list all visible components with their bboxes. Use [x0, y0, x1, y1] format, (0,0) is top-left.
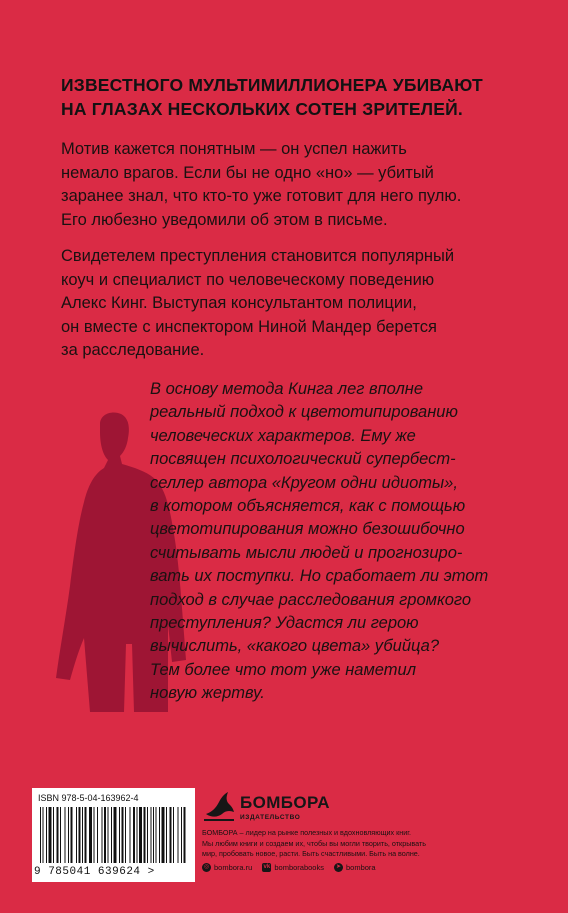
paragraph-line: коуч и специалист по человеческому поведению — [61, 270, 435, 289]
publisher-name: БОМБОРА — [240, 793, 330, 812]
barcode-bar — [139, 807, 142, 863]
italic-line: Тем более что тот уже наметил — [150, 660, 417, 679]
publisher-tagline — [202, 828, 542, 860]
paragraph-witness — [61, 245, 531, 363]
italic-line: реальный подход к цветотипированию — [150, 403, 458, 422]
barcode-bar — [147, 807, 148, 863]
paragraph-line: он вместе с инспектором Ниной Мандер берется — [61, 317, 437, 336]
italic-line: считывать мысли людей и прогнозиро- — [150, 543, 463, 562]
telegram-icon: ➤ — [335, 863, 341, 870]
barcode-bar — [111, 807, 112, 863]
italic-line: селлер автора «Кругом одни идиоты», — [150, 473, 458, 492]
barcode-bar — [40, 807, 41, 863]
barcode-panel — [32, 788, 195, 882]
italic-line: новую жертву. — [150, 684, 265, 703]
barcode-bar — [85, 807, 87, 863]
italic-line: в котором объясняется, как с помощью — [150, 497, 466, 516]
barcode-bar — [53, 807, 54, 863]
social-link-telegram[interactable] — [334, 863, 376, 872]
barcode-bar — [108, 807, 109, 863]
barcode-bar — [170, 807, 172, 863]
italic-line: В основу метода Кинга лег вполне — [150, 380, 424, 398]
italic-line: преступления? Удастся ли герою — [150, 614, 419, 633]
barcode-bar — [156, 807, 157, 863]
barcode-bar — [94, 807, 95, 863]
barcode-digits: 9 785041 639624 > — [34, 866, 155, 878]
paragraph-motive — [61, 138, 531, 232]
headline-line: НА ГЛАЗАХ НЕСКОЛЬКИХ СОТЕН ЗРИТЕЛЕЙ. — [61, 99, 463, 119]
italic-line: цветотипирования можно безошибочно — [150, 520, 465, 539]
headline — [61, 73, 531, 121]
barcode-bar — [97, 807, 98, 863]
barcode-bar — [184, 807, 186, 863]
paragraph-line: немало врагов. Если бы не одно «но» — убитый — [61, 163, 434, 182]
barcode-bar — [60, 807, 61, 863]
paragraph-line: Его любезно уведомили об этом в письме. — [61, 210, 388, 229]
paragraph-line: Мотив кажется понятным — он успел нажить — [61, 140, 407, 158]
barcode-bar — [162, 807, 165, 863]
barcode-bar — [173, 807, 174, 863]
barcode-bar — [89, 807, 92, 863]
italic-line: посвящен психологический супербест- — [150, 450, 456, 469]
paragraph-line: Алекс Кинг. Выступая консультантом полиции, — [61, 294, 417, 312]
barcode-bar — [114, 807, 117, 863]
paragraph-line: заранее знал, что кто-то уже готовит для него пулю. — [61, 187, 462, 205]
bombora-logo-icon — [202, 788, 236, 822]
social-link-site[interactable] — [202, 863, 252, 872]
barcode-bar — [57, 807, 59, 863]
social-label: bombora — [345, 862, 376, 872]
headline-line: ИЗВЕСТНОГО МУЛЬТИМИЛЛИОНЕРА УБИВАЮТ — [61, 75, 483, 95]
barcode-bar — [82, 807, 83, 863]
italic-line: вычислить, «какого цвета» убийца? — [150, 637, 440, 656]
social-link-vk[interactable] — [262, 863, 324, 872]
barcode-bar — [46, 807, 47, 863]
barcode-bar — [151, 807, 152, 863]
barcode-bar — [119, 807, 120, 863]
barcode-bar — [133, 807, 135, 863]
tagline-line: БОМБОРА – лидер на рынке полезных и вдохновляющих книг. — [202, 828, 411, 837]
social-links — [202, 860, 386, 874]
barcode-bar — [102, 807, 103, 863]
barcode-bar — [130, 807, 131, 863]
tagline-line: Мы любим книги и создаем их, чтобы вы могли творить, открывать — [202, 838, 426, 848]
barcode-bar — [76, 807, 77, 863]
barcode-bar — [166, 807, 167, 863]
barcode-bar — [125, 807, 126, 863]
italic-line: подход в случае расследования громкого — [150, 590, 472, 609]
barcode-bar — [68, 807, 69, 863]
barcode-bar — [178, 807, 179, 863]
barcode-bar — [104, 807, 106, 863]
instagram-icon: ◎ — [203, 863, 210, 870]
publisher-subtitle: ИЗДАТЕЛЬСТВО — [240, 814, 301, 821]
barcode-bar — [181, 807, 182, 863]
isbn-number: ISBN 978-5-04-163962-4 — [38, 793, 139, 803]
description-italic — [150, 378, 540, 706]
barcode-bar — [153, 807, 154, 863]
barcode-bars — [38, 807, 189, 865]
barcode-bar — [65, 807, 66, 863]
italic-line: вать их поступки. Но сработает ли этот — [150, 567, 489, 586]
barcode-bar — [122, 807, 124, 863]
barcode-bar — [49, 807, 52, 863]
barcode-bar — [137, 807, 138, 863]
barcode-bar — [159, 807, 160, 863]
paragraph-line: Свидетелем преступления становится популярный — [61, 247, 455, 265]
tagline-line: мир, пробовать новое, расти. Быть счастливыми. Быть на волне. — [202, 849, 420, 858]
barcode-bar — [79, 807, 81, 863]
social-label: bomborabooks — [274, 862, 324, 872]
barcode-bar — [71, 807, 73, 863]
social-label: bombora.ru — [214, 862, 253, 872]
barcode-bar — [144, 807, 146, 863]
barcode-bar — [43, 807, 44, 863]
vk-icon: vk — [263, 863, 271, 870]
paragraph-line: за расследование. — [61, 341, 205, 359]
italic-line: человеческих характеров. Ему же — [150, 426, 416, 445]
